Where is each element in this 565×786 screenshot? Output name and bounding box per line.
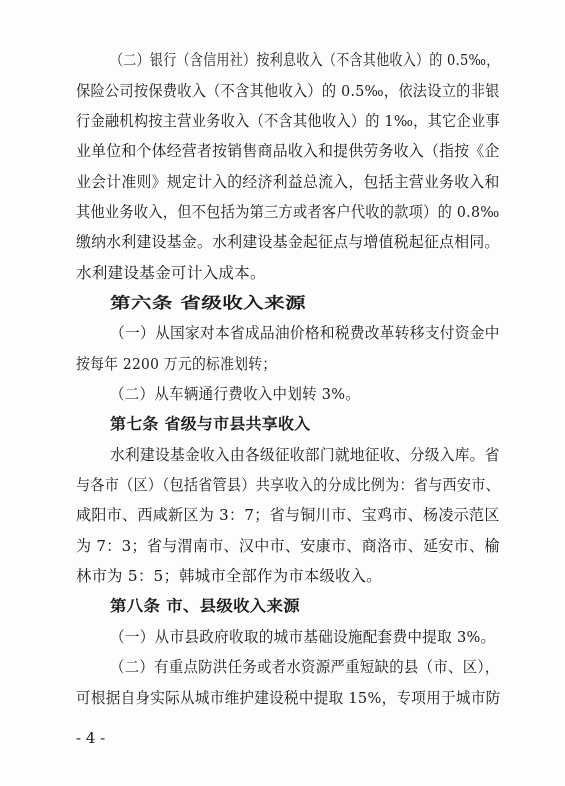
paragraph-line: 咸阳市、西咸新区为 3：7；省与铜川市、宝鸡市、杨凌示范区 [76, 506, 500, 524]
paragraph-line: （二）银行（含信用社）按利息收入（不含其他收入）的 0.5‰， [110, 51, 500, 69]
paragraph-line: （一）从市县政府收取的城市基础设施配套费中提取 3%。 [110, 628, 496, 646]
article-heading: 第六条 省级收入来源 [110, 294, 306, 312]
paragraph-line: 业单位和个体经营者按销售商品收入和提供劳务收入（指按《企 [76, 142, 500, 160]
paragraph-line: 与各市（区）（包括省管县）共享收入的分成比例为：省与西安市、 [76, 476, 501, 494]
paragraph-line: （一）从国家对本省成品油价格和税费改革转移支付资金中 [110, 324, 500, 342]
paragraph-line: 可根据自身实际从城市维护建设税中提取 15%，专项用于城市防 [76, 689, 501, 707]
paragraph-line: （二）从车辆通行费收入中划转 3%。 [110, 385, 361, 403]
paragraph-line: 水利建设基金可计入成本。 [76, 264, 266, 282]
article-heading: 第七条 省级与市县共享收入 [110, 415, 311, 433]
article-heading: 第八条 市、县级收入来源 [110, 597, 300, 615]
paragraph-line: 业会计准则》规定计入的经济利益总流入，包括主营业务收入和 [76, 173, 500, 191]
paragraph-line: （二）有重点防洪任务或者水资源严重短缺的县（市、区）， [110, 658, 500, 676]
paragraph-line: 缴纳水利建设基金。水利建设基金起征点与增值税起征点相同。 [76, 233, 500, 251]
paragraph-line: 保险公司按保费收入（不含其他收入）的 0.5‰，依法设立的非银 [76, 82, 500, 100]
paragraph-line: 其他业务收入，但不包括为第三方或者客户代收的款项）的 0.8‰ [76, 203, 500, 221]
paragraph-line: 水利建设基金收入由各级征收部门就地征收、分级入库。省 [110, 446, 500, 464]
paragraph-line: 按每年 2200 万元的标准划转； [76, 355, 277, 373]
page-number: - 4 - [76, 729, 106, 747]
paragraph-line: 行金融机构按主营业务收入（不含其他收入）的 1‰，其它企业事 [76, 112, 500, 130]
paragraph-line: 为 7：3；省与渭南市、汉中市、安康市、商洛市、延安市、榆 [76, 537, 500, 555]
paragraph-line: 林市为 5：5；韩城市全部作为市本级收入。 [76, 567, 382, 585]
